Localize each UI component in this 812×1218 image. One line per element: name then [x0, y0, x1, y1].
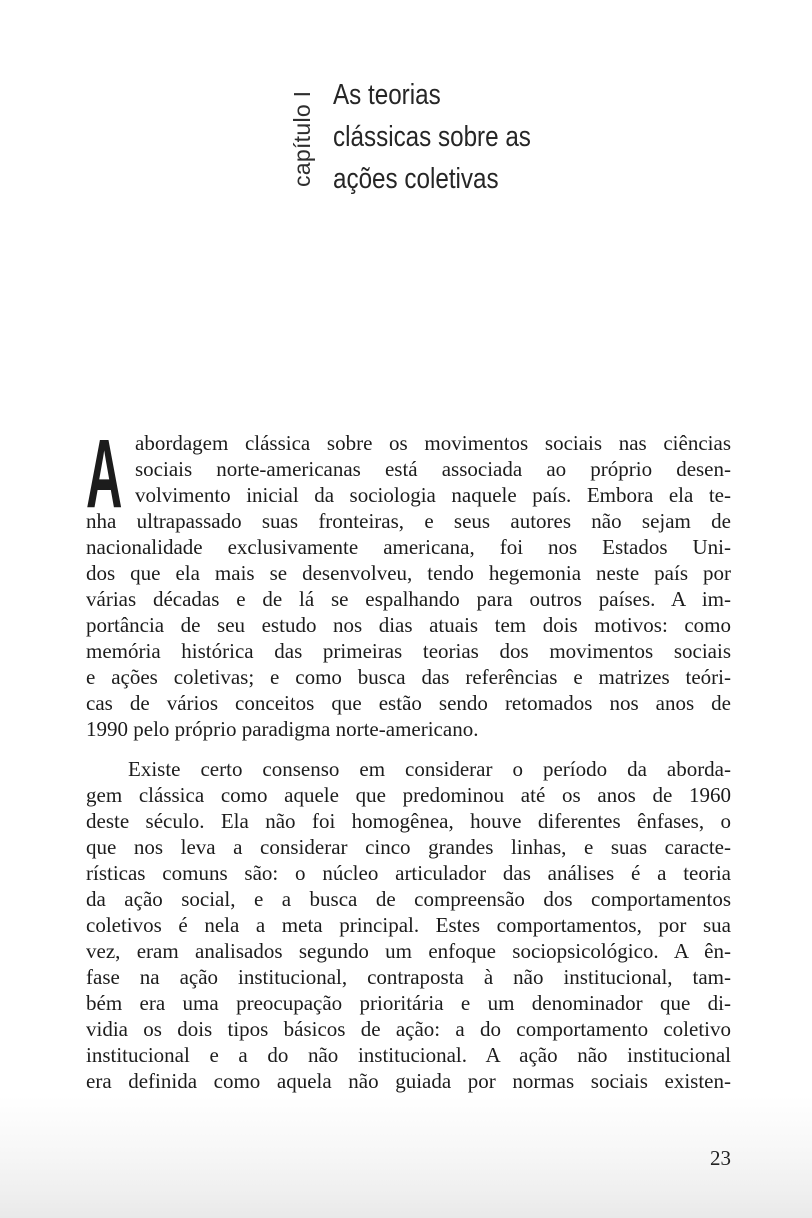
text-line: deste século. Ela não foi homogênea, houve diferentes ênfases, o — [86, 809, 731, 833]
text-line: vez, eram analisados segundo um enfoque sociopsicológico. A ên- — [86, 939, 731, 963]
chapter-label-vertical: capítulo I — [289, 90, 315, 187]
paragraph-2 — [86, 756, 731, 1094]
text-line: As teorias — [333, 79, 441, 111]
text-line: coletivos é nela a meta principal. Estes comportamentos, por sua — [86, 913, 731, 937]
text-line: 1990 pelo próprio paradigma norte-americano. — [86, 717, 479, 741]
text-line: várias décadas e de lá se espalhando para outros países. A im- — [86, 587, 731, 611]
text-line: institucional e a do não institucional. A ação não institucional — [86, 1043, 731, 1067]
chapter-title — [333, 74, 531, 200]
text-line: que nos leva a considerar cinco grandes linhas, e suas caracte- — [86, 835, 731, 859]
text-line: e ações coletivas; e como busca das referências e matrizes teóri- — [86, 665, 731, 689]
text-line: memória histórica das primeiras teorias dos movimentos sociais — [86, 639, 731, 663]
text-line: vidia os dois tipos básicos de ação: a do comportamento coletivo — [86, 1017, 731, 1041]
page-number: 23 — [710, 1146, 731, 1170]
text-line: clássicas sobre as — [333, 121, 531, 153]
text-line: bém era uma preocupação prioritária e um denominador que di- — [86, 991, 731, 1015]
text-line: da ação social, e a busca de compreensão dos comportamentos — [86, 887, 731, 911]
body-text — [86, 419, 731, 1094]
text-line: era definida como aquela não guiada por normas sociais existen- — [86, 1069, 731, 1093]
text-line: ações coletivas — [333, 163, 499, 195]
text-line: gem clássica como aquele que predominou até os anos de 1960 — [86, 783, 731, 807]
text-line: sociais norte-americanas está associada ao próprio desen- — [135, 457, 731, 481]
dropcap — [86, 419, 123, 528]
text-line: nacionalidade exclusivamente americana, foi nos Estados Uni- — [86, 535, 731, 559]
text-line: fase na ação institucional, contraposta à não institucional, tam- — [86, 965, 731, 989]
text-line: dos que ela mais se desenvolveu, tendo hegemonia neste país por — [86, 561, 731, 585]
text-line: rísticas comuns são: o núcleo articulador das análises é a teoria — [86, 861, 731, 885]
text-line: cas de vários conceitos que estão sendo retomados nos anos de — [86, 691, 731, 715]
text-line: portância de seu estudo nos dias atuais tem dois motivos: como — [86, 613, 731, 637]
text-line: volvimento inicial da sociologia naquele país. Embora ela te- — [135, 483, 731, 507]
dropcap-letter: A — [86, 419, 123, 528]
text-line: abordagem clássica sobre os movimentos sociais nas ciências — [135, 431, 731, 455]
text-line: Existe certo consenso em considerar o período da aborda- — [128, 757, 731, 781]
paragraph-1 — [86, 419, 731, 742]
text-line: nha ultrapassado suas fronteiras, e seus autores não sejam de — [86, 509, 731, 533]
